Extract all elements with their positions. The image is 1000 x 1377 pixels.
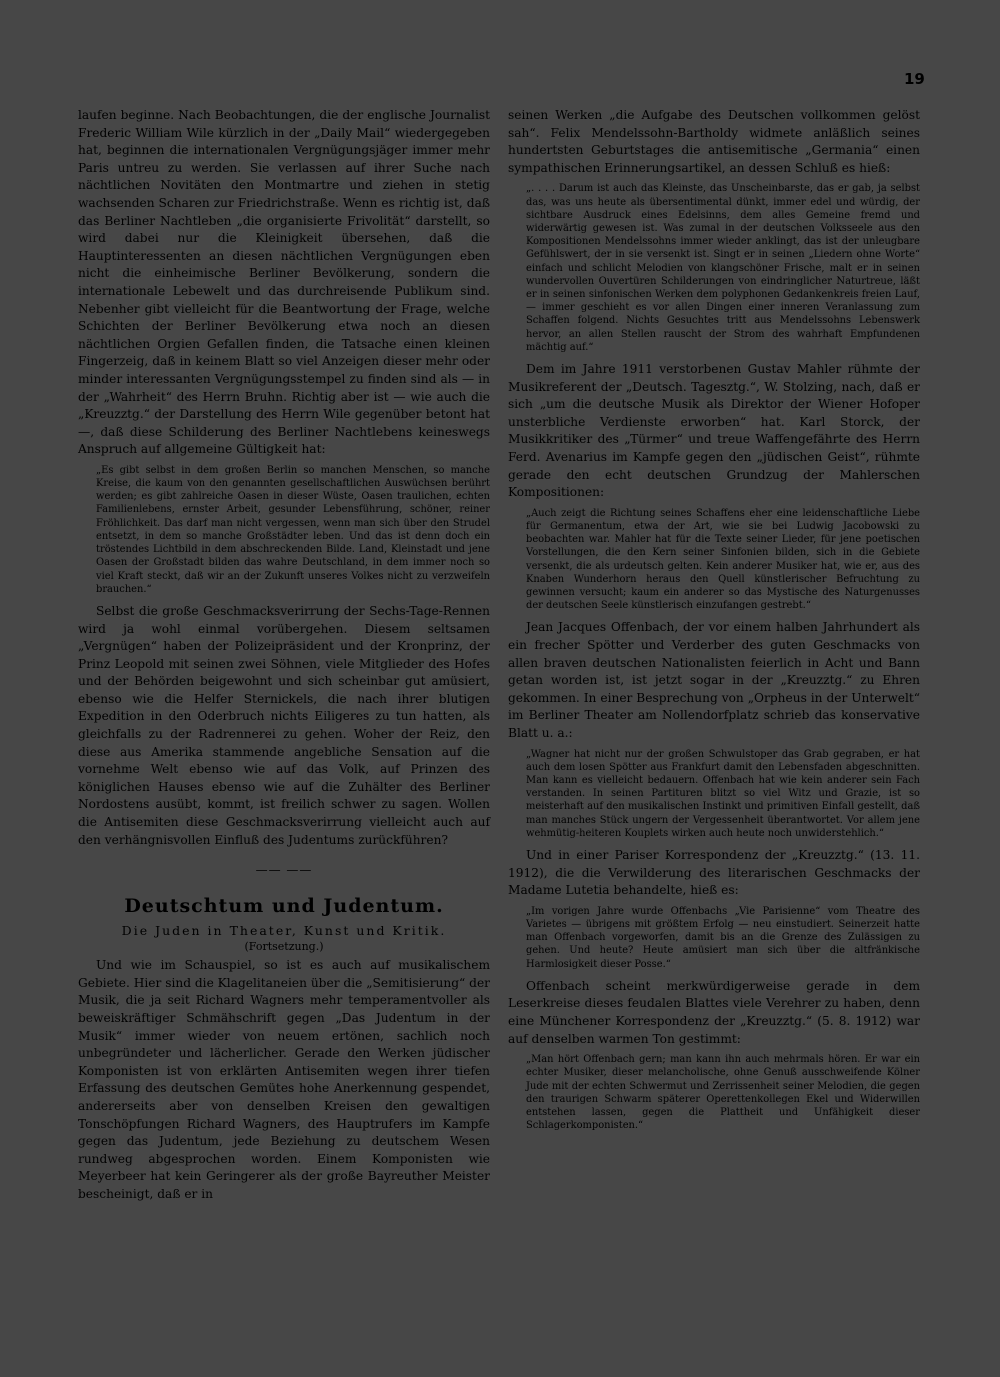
paragraph: Jean Jacques Offenbach, der vor einem halben Jahrhundert als ein frecher Spötter und Verderber des guten Geschmacks von allen braven deutschen Nationalisten feierlich in Acht und Bann getan worden ist, ist jetzt sogar in der „Kreuzztg.“ zu Ehren gekommen. In einer Besprechung von „Orpheus in der Unterwelt“ im Berliner Theater am Nollendorfplatz schrieb das konservative Blatt u. a.: [508,620,920,740]
page-number: 19 [904,70,925,88]
left-column [78,107,490,1204]
paragraph: Und wie im Schauspiel, so ist es auch auf musikalischem Gebiete. Hier sind die Klagelitaneien über die „Semitisierung“ der Musik, die ja seit Richard Wagners mehr temperamentvoller als beweiskräftiger Schmähschrift gegen „Das Judentum in der Musik“ immer wieder von neuem ertönen, sachlich noch unbegründeter und lächerlicher. Gerade den Werken jüdischer Komponisten ist von erklärten Antisemiten wegen ihrer tiefen Erfassung des deutschen Gemütes hohe Anerkennung gespendet, andererseits aber von denselben Kreisen den gewaltigen Tonschöpfungen Richard Wagners, des Hauptrufers im Kampfe gegen das Judentum, jede Beziehung zu deutschem Wesen rundweg abgesprochen worden. Einem Komponisten wie Meyerbeer hat kein Geringerer als der große Bayreuther Meister bescheinigt, daß er in [78,958,490,1201]
block-quote: „Auch zeigt die Richtung seines Schaffens eher eine leidenschaftliche Liebe für Germanentum, etwa der Art, wie sie bei Ludwig Jacobowski zu beobachten war. Mahler hat für die Texte seiner Lieder, für jene poetischen Vorstellungen, die den Kern seiner Sinfonien bilden, sich in die Gebiete versenkt, die als urdeutsch gelten. Kein anderer Musiker hat, wie er, aus des Knaben Wunderhorn heraus den Quell künstlerischer Befruchtung zu gewinnen versucht; kaum ein anderer so das Mystische des Naturgenusses der deutschen Seele künstlerisch einzufangen gestrebt.“ [526,507,920,612]
paragraph: Offenbach scheint merkwürdigerweise gerade in dem Leserkreise dieses feudalen Blattes viele Verehrer zu haben, denn eine Münchener Korrespondenz der „Kreuzztg.“ (5. 8. 1912) war auf denselben warmen Ton gestimmt: [508,978,920,1046]
right-column [508,107,920,1139]
block-quote: „. . . . Darum ist auch das Kleinste, das Unscheinbarste, das er gab, ja selbst das, was uns heute als übersentimental dünkt, immer edel und würdig, der sichtbare Ausdruck eines Edelsinns, dem alles Gemeine fremd und widerwärtig gewesen ist. Was zumal in der deutschen Volksseele aus den Kompositionen Mendelssohns immer wieder anklingt, das ist der unleugbare Gefühlswert, der in sie versenkt ist. Singt er in seinen „Liedern ohne Worte“ einfach und schlicht Melodien von klangschöner Frische, malt er in seinen wundervollen Ouvertüren Schilderungen von eindringlicher Naturtreue, läßt er in seinen sinfonischen Werken dem polyphonen Gedankenkreis freien Lauf, — immer geschieht es vor allen Dingen einer inneren Veranlassung zum Schaffen folgend. Nichts Gesuchtes tritt aus Mendelssohns Lebenswerk hervor, an allen Stellen rauscht der Strom des wahrhaft Empfundenen mächtig auf.“ [526,183,920,353]
article-title: Deutschtum und Judentum. [124,895,444,918]
paragraph: seinen Werken „die Aufgabe des Deutschen vollkommen gelöst sah“. Felix Mendelssohn-Bartholdy widmete anläßlich seines hundertsten Geburtstages die antisemitische „Germania“ einen sympathischen Erinnerungsartikel, an dessen Schluß es hieß: [508,108,920,175]
article-note: (Fortsetzung.) [244,940,324,954]
paragraph: laufen beginne. Nach Beobachtungen, die der englische Journalist Frederic William Wile kürzlich in der „Daily Mail“ wiedergegeben hat, beginnen die internationalen Vergnügungsjäger immer mehr Paris untreu zu werden. Sie verlassen auf ihrer Suche nach nächtlichen Novitäten den Montmartre und ziehen in stetig wachsenden Scharen zur Friedrichstraße. Wenn es richtig ist, daß das Berliner Nachtleben „die organisierte Frivolität“ darstellt, so wird dabei nur die Kleinigkeit übersehen, daß die Hauptinteressenten an diesen nächtlichen Vergnügungen eben nicht die einheimische Berliner Bevölkerung, sondern die internationale Lebewelt und das durchreisende Publikum sind. Nebenher gibt vielleicht für die Beantwortung der Frage, welche Schichten der Berliner Bevölkerung etwa noch an diesen nächtlichen Orgien Gefallen finden, die Tatsache einen kleinen Fingerzeig, daß in keinem Blatt so viel Anzeigen dieser mehr oder minder interessanten Vergnügungsstempel zu finden sind als — in der „Wahrheit“ des Herrn Bruhn. Richtig aber ist — wie auch die „Kreuzztg.“ der Darstellung des Herrn Wile gegenüber betont hat —, daß diese Schilderung des Berliner Nachtlebens keineswegs Anspruch auf allgemeine Gültigkeit hat: [78,108,490,457]
paragraph: Selbst die große Geschmacksverirrung der Sechs-Tage-Rennen wird ja wohl einmal vorübergehen. Diesem seltsamen „Vergnügen“ haben der Polizeipräsident und der Kronprinz, der Prinz Leopold mit seinen zwei Söhnen, viele Mitglieder des Hofes und der Behörden beigewohnt und sich scheinbar gut amüsiert, ebenso wie die Helfer Sternickels, die nach ihrer blutigen Expedition in den Oderbruch nichts Eiligeres zu tun hatten, als gleichfalls zu der Radrennerei zu gehen. Woher der Reiz, den diese aus Amerika stammende angebliche Sensation auf die vornehme Welt ebenso wie auf das Volk, auf Prinzen des königlichen Hauses ebenso wie auf die Zuhälter des Berliner Nordostens ausübt, kommt, ist freilich schwer zu sagen. Wollen die Antisemiten diese Geschmacksverirrung vielleicht auch auf den verhängnisvollen Einfluß des Judentums zurückführen? [78,603,490,847]
article-subtitle: Die Juden in Theater, Kunst und Kritik. [121,923,447,939]
section-divider: —— —— [255,863,313,878]
block-quote: „Man hört Offenbach gern; man kann ihn auch mehrmals hören. Er war ein echter Musiker, dieser melancholische, ohne Genuß ausschweifende Kölner Jude mit der echten Schwermut und Zerrissenheit seiner Melodien, die gegen den traurigen Schwarm späterer Operettenkollegen Ekel und Widerwillen entstehen lassen, gegen die Plattheit und Unfähigkeit dieser Schlagerkomponisten.“ [526,1054,920,1132]
block-quote: „Es gibt selbst in dem großen Berlin so manchen Menschen, so manche Kreise, die kaum von den genannten gesellschaftlichen Auswüchsen berührt werden; es gibt zahlreiche Oasen in dieser Wüste, Oasen traulichen, echten Familienlebens, ernster Arbeit, gesunder Lebensführung, schöner, reiner Fröhlichkeit. Das darf man nicht vergessen, wenn man sich über den Strudel entsetzt, in dem so manche Großstädter leben. Und das ist denn doch ein tröstendes Lichtbild in dem abschreckenden Bilde. Land, Kleinstadt und jene Oasen der Großstadt bilden das wahre Deutschland, in dem immer noch so viel Kraft steckt, daß wir an der Zukunft unseres Volkes nicht zu verzweifeln brauchen.“ [96,464,490,595]
paragraph: Und in einer Pariser Korrespondenz der „Kreuzztg.“ (13. 11. 1912), die die Verwilderung des literarischen Geschmacks der Madame Lutetia behandelte, hieß es: [508,847,920,898]
paragraph: Dem im Jahre 1911 verstorbenen Gustav Mahler rühmte der Musikreferent der „Deutsch. Tagesztg.“, W. Stolzing, nach, daß er sich „um die deutsche Musik als Direktor der Wiener Hofoper unsterbliche Verdienste erworben“ hat. Karl Storck, der Musikkritiker des „Türmer“ und treue Waffengefährte des Herrn Ferd. Avenarius im Kampfe gegen den „jüdischen Geist“, rühmte gerade den echt deutschen Grundzug der Mahlerschen Kompositionen: [508,362,920,500]
block-quote: „Im vorigen Jahre wurde Offenbachs „Vie Parisienne“ vom Theatre des Varietes — übrigens mit größtem Erfolg — neu einstudiert. Seinerzeit hatte man Offenbach vorgeworfen, damit bis an die Grenze des Zulässigen zu gehen. Und heute? Heute amüsiert man sich über die altfränkische Harmlosigkeit dieser Posse.“ [526,905,920,970]
block-quote: „Wagner hat nicht nur der großen Schwulstoper das Grab gegraben, er hat auch dem losen Spötter aus Frankfurt damit den Lebensfaden abgeschnitten. Man kann es vielleicht bedauern. Offenbach hat wie kein anderer sein Fach verstanden. In seinen Partituren blitzt so viel Witz und Grazie, ist so meisterhaft auf den musikalischen Instinkt und primitiven Einfall gestellt, daß man manches Stück ungern der Vergessenheit überantwortet. Vor allem jene wehmütig-heiteren Kouplets wirken auch heute noch unwiderstehlich.“ [526,748,920,839]
